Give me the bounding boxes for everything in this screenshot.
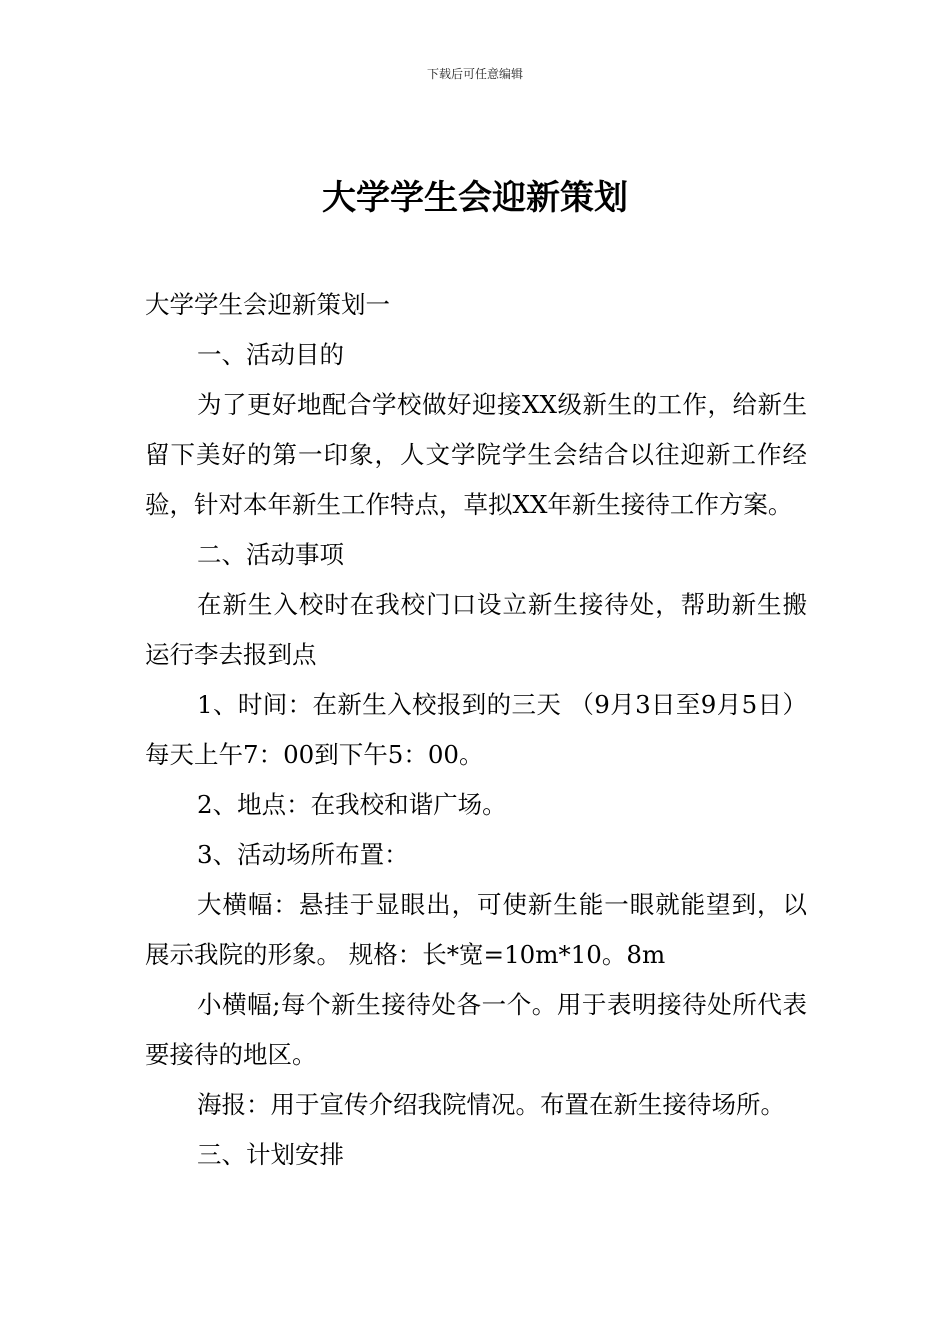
section-heading: 大学学生会迎新策划一 bbox=[145, 290, 390, 319]
list-item-location: 2、地点：在我校和谐广场。 bbox=[197, 790, 507, 819]
paragraph-poster: 海报：用于宣传介绍我院情况。布置在新生接待场所。 bbox=[197, 1090, 785, 1119]
subheading-plan: 三、计划安排 bbox=[197, 1140, 344, 1169]
paragraph-big-banner: 大横幅：悬挂于显眼出，可使新生能一眼就能望到，以展示我院的形象。 规格：长*宽=10m*10。8m bbox=[145, 890, 807, 969]
subheading-items: 二、活动事项 bbox=[197, 540, 344, 569]
list-item-layout: 3、活动场所布置： bbox=[197, 840, 409, 869]
paragraph-small-banner: 小横幅;每个新生接待处各一个。用于表明接待处所代表要接待的地区。 bbox=[145, 990, 807, 1069]
document-body bbox=[145, 280, 807, 1180]
header-note: 下载后可任意编辑 bbox=[426, 67, 523, 81]
list-item-time: 1、时间：在新生入校报到的三天 （9月3日至9月5日）每天上午7：00到下午5：00。 bbox=[145, 690, 807, 769]
document-title: 大学学生会迎新策划 bbox=[322, 178, 628, 218]
paragraph-purpose: 为了更好地配合学校做好迎接XX级新生的工作，给新生留下美好的第一印象，人文学院学生会结合以往迎新工作经验，针对本年新生工作特点，草拟XX年新生接待工作方案。 bbox=[145, 390, 807, 519]
paragraph-items: 在新生入校时在我校门口设立新生接待处，帮助新生搬运行李去报到点 bbox=[145, 590, 807, 669]
subheading-purpose: 一、活动目的 bbox=[197, 340, 344, 369]
